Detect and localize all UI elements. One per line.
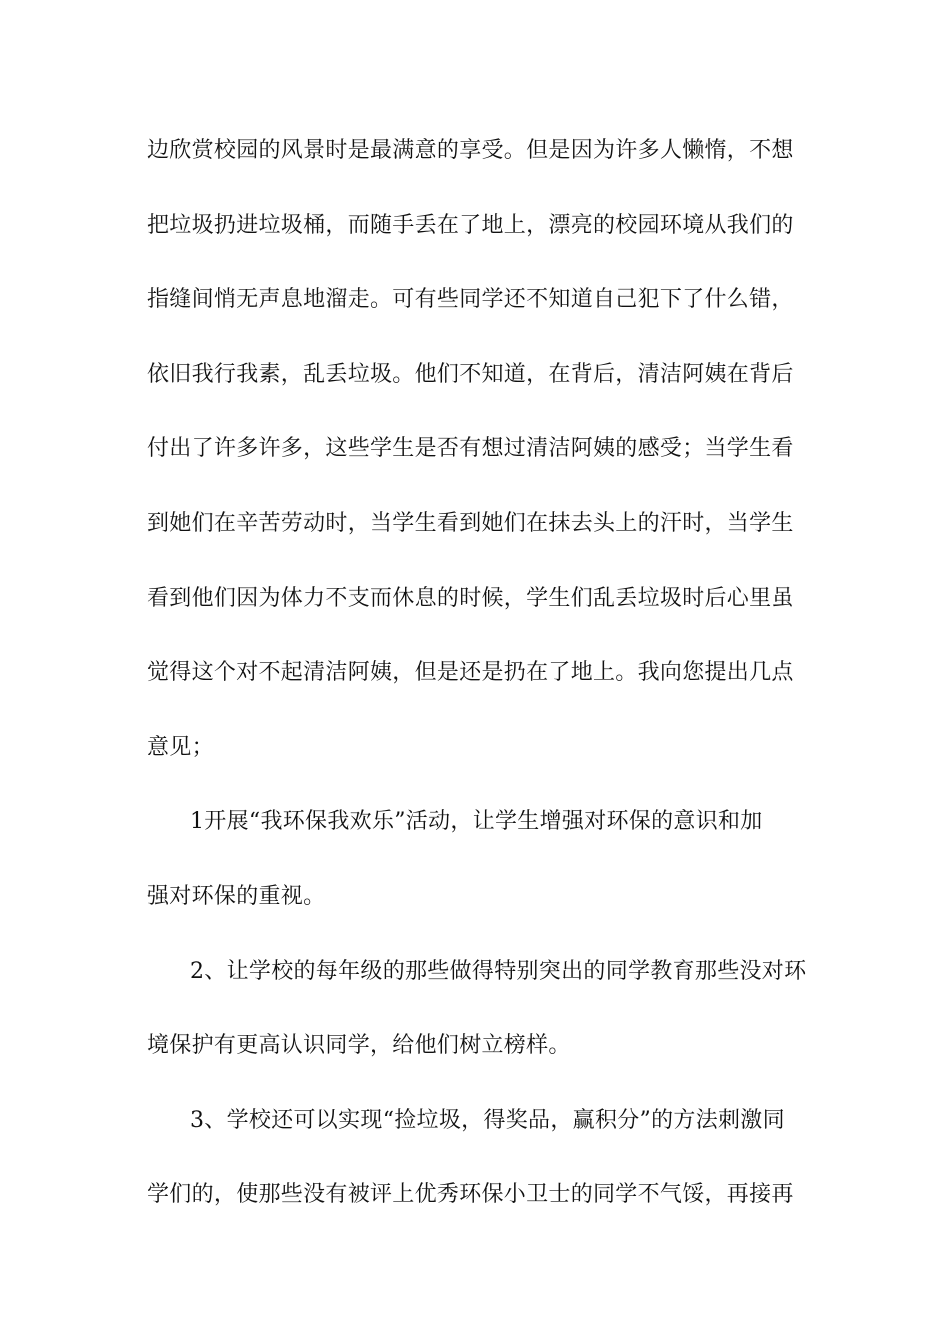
text-line: 强对环保的重视。 bbox=[147, 883, 326, 909]
text-line: 付出了许多许多，这些学生是否有想过清洁阿姨的感受；当学生看 bbox=[147, 436, 794, 462]
list-item-3-line: 3、学校还可以实现“捡垃圾，得奖品，赢积分”的方法刺激同 bbox=[190, 1107, 785, 1133]
text-line: 意见； bbox=[147, 734, 214, 760]
text-line: 把垃圾扔进垃圾桶，而随手丢在了地上，漂亮的校园环境从我们的 bbox=[147, 212, 794, 238]
list-item-1-line: 1开展“我环保我欢乐”活动，让学生增强对环保的意识和加 bbox=[190, 809, 763, 835]
text-line: 学们的，使那些没有被评上优秀环保小卫士的同学不气馁，再接再 bbox=[147, 1182, 794, 1208]
text-line: 觉得这个对不起清洁阿姨，但是还是扔在了地上。我向您提出几点 bbox=[147, 660, 794, 686]
text-line: 境保护有更高认识同学，给他们树立榜样。 bbox=[147, 1033, 571, 1059]
text-line: 到她们在辛苦劳动时，当学生看到她们在抹去头上的汗时，当学生 bbox=[147, 510, 794, 536]
text-line: 看到他们因为体力不支而休息的时候，学生们乱丢垃圾时后心里虽 bbox=[147, 585, 794, 611]
text-line: 边欣赏校园的风景时是最满意的享受。但是因为许多人懒惰，不想 bbox=[147, 138, 794, 163]
text-line: 依旧我行我素，乱丢垃圾。他们不知道，在背后，清洁阿姨在背后 bbox=[147, 361, 794, 387]
document-body bbox=[147, 133, 807, 1252]
list-item-2-line: 2、让学校的每年级的那些做得特别突出的同学教育那些没对环 bbox=[190, 958, 807, 984]
text-line: 指缝间悄无声息地溜走。可有些同学还不知道自己犯下了什么错， bbox=[147, 287, 794, 313]
